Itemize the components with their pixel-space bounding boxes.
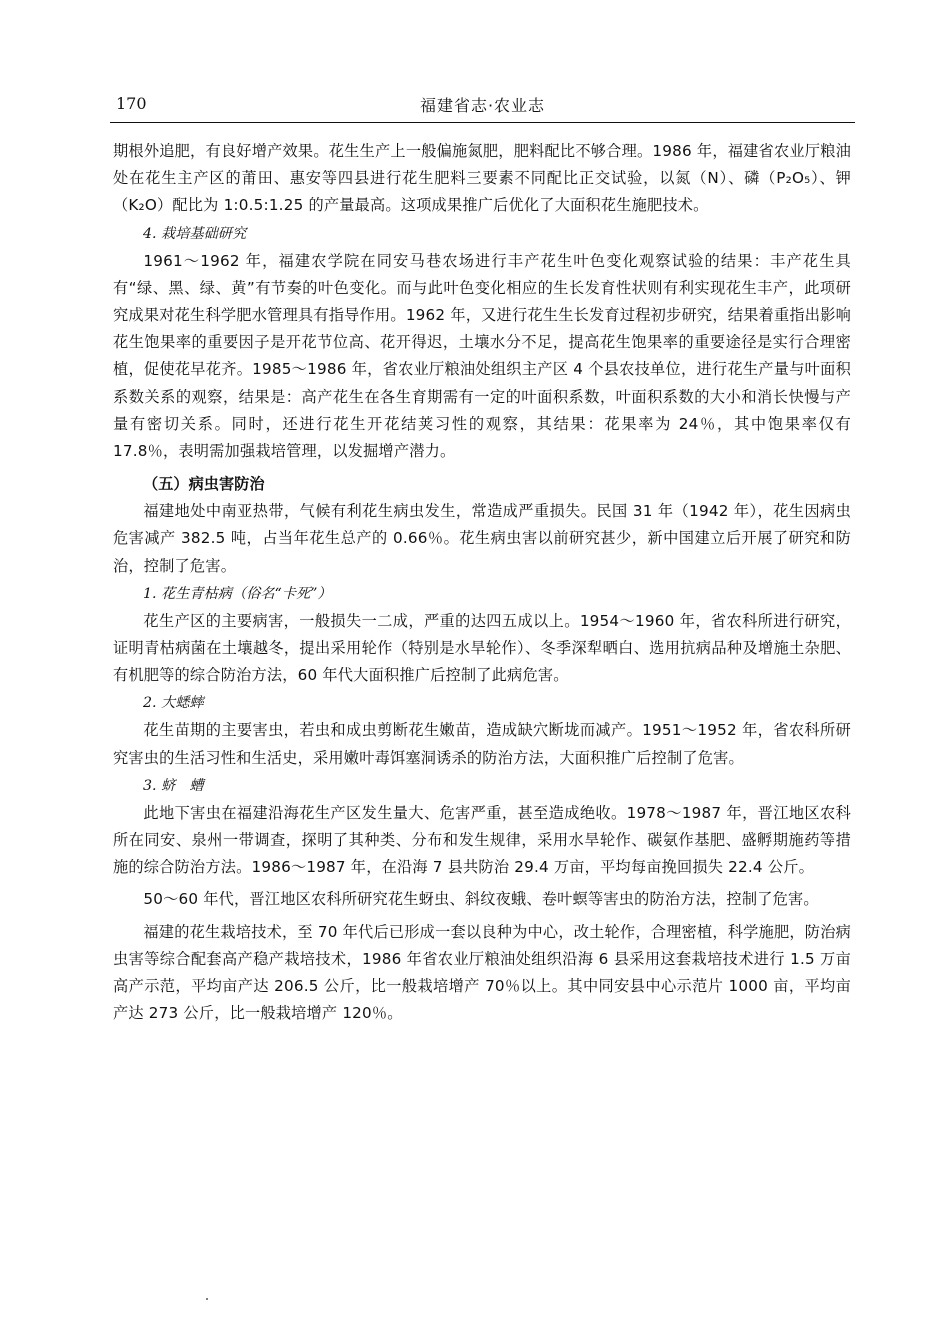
paragraph-cultivation-technology: 福建的花生栽培技术，至 70 年代后已形成一套以良种为中心，改土轮作，合理密植，科学施肥，防治病虫害等综合配套高产稳产栽培技术，1986 年省农业厅粮油处组织沿海 6 县采用这套栽培技术进行 1.5 万亩高产示范，平均亩产达 206.5 公斤，比一般栽培增产 70％以上。其中同安县中心示范片 1000 亩，平均亩产达 273 公斤，比一般栽培增产 120％。 — [113, 922, 851, 1023]
paragraph-bacterial-wilt: 花生产区的主要病害，一般损失一二成，严重的达四五成以上。1954～1960 年，省农科所进行研究，证明青枯病菌在土壤越冬，提出采用轮作（特别是水旱轮作）、冬季深犁晒白、选用抗病品种及增施土杂肥、有机肥等的综合防治方法，60 年代大面积推广后控制了此病危害。 — [113, 611, 851, 685]
page-header — [110, 90, 855, 123]
section-heading-pest-control: （五）病虫害防治 — [143, 475, 265, 494]
scan-speck — [206, 1298, 208, 1300]
paragraph-cricket: 花生苗期的主要害虫，若虫和成虫剪断花生嫩苗，造成缺穴断垅而减产。1951～1952 年，省农科所研究害虫的生活习性和生活史，采用嫩叶毒饵塞洞诱杀的防治方法，大面积推广后控制了危害。 — [113, 721, 851, 767]
subheading-cultivation-research: 4. 栽培基础研究 — [143, 225, 247, 242]
page-number: 170 — [116, 94, 147, 113]
paragraph-cultivation-research: 1961～1962 年，福建农学院在同安马巷农场进行丰产花生叶色变化观察试验的结果：丰产花生具有“绿、黑、绿、黄”有节奏的叶色变化。而与此叶色变化相应的生长发育性状则有利实现花生丰产，此项研究成果对花生科学肥水管理具有指导作用。1962 年，又进行花生生长发育过程初步研究，结果着重指出影响花生饱果率的重要因子是开花节位高、花开得迟，土壤水分不足，提高花生饱果率的重要途径是实行合理密植，促使花早花齐。1985～1986 年，省农业厅粮油处组织主产区 4 个县农技单位，进行花生产量与叶面积系数关系的观察，结果是：高产花生在各生育期需有一定的叶面积系数，叶面积系数的大小和消长快慢与产量有密切关系。同时，还进行花生开花结荚习性的观察，其结果：花果率为 24％，其中饱果率仅有 17.8％，表明需加强栽培管理，以发掘增产潜力。 — [113, 251, 851, 461]
running-title: 福建省志·农业志 — [419, 96, 546, 115]
paragraph-other-pests: 50～60 年代，晋江地区农科所研究花生蚜虫、斜纹夜蛾、卷叶螟等害虫的防治方法，控制了危害。 — [143, 890, 819, 909]
subheading-grub: 3. 蛴 螬 — [143, 777, 204, 794]
paragraph-fertilizer: 期根外追肥，有良好增产效果。花生生产上一般偏施氮肥，肥料配比不够合理。1986 年，福建省农业厅粮油处在花生主产区的莆田、惠安等四县进行花生肥料三要素不同配比正交试验，以氮（N）、磷（P₂O₅）、钾（K₂O）配比为 1:0.5:1.25 的产量最高。这项成果推广后优化了大面积花生施肥技术。 — [113, 142, 851, 215]
paragraph-grub: 此地下害虫在福建沿海花生产区发生量大、危害严重，甚至造成绝收。1978～1987 年，晋江地区农科所在同安、泉州一带调查，探明了其种类、分布和发生规律，采用水旱轮作、碳氨作基肥、盛孵期施药等措施的综合防治方法。1986～1987 年，在沿海 7 县共防治 29.4 万亩，平均每亩挽回损失 22.4 公斤。 — [113, 803, 851, 877]
subheading-cricket: 2. 大蟋蟀 — [143, 695, 204, 712]
subheading-bacterial-wilt: 1. 花生青枯病（俗名“卡死”） — [143, 585, 332, 602]
paragraph-pest-intro: 福建地处中南亚热带，气候有利花生病虫发生，常造成严重损失。民国 31 年（1942 年），花生因病虫危害减产 382.5 吨，占当年花生总产的 0.66％。花生病虫害以前研究甚少，新中国建立后开展了研究和防治，控制了危害。 — [113, 502, 851, 575]
body-text — [113, 138, 851, 1027]
